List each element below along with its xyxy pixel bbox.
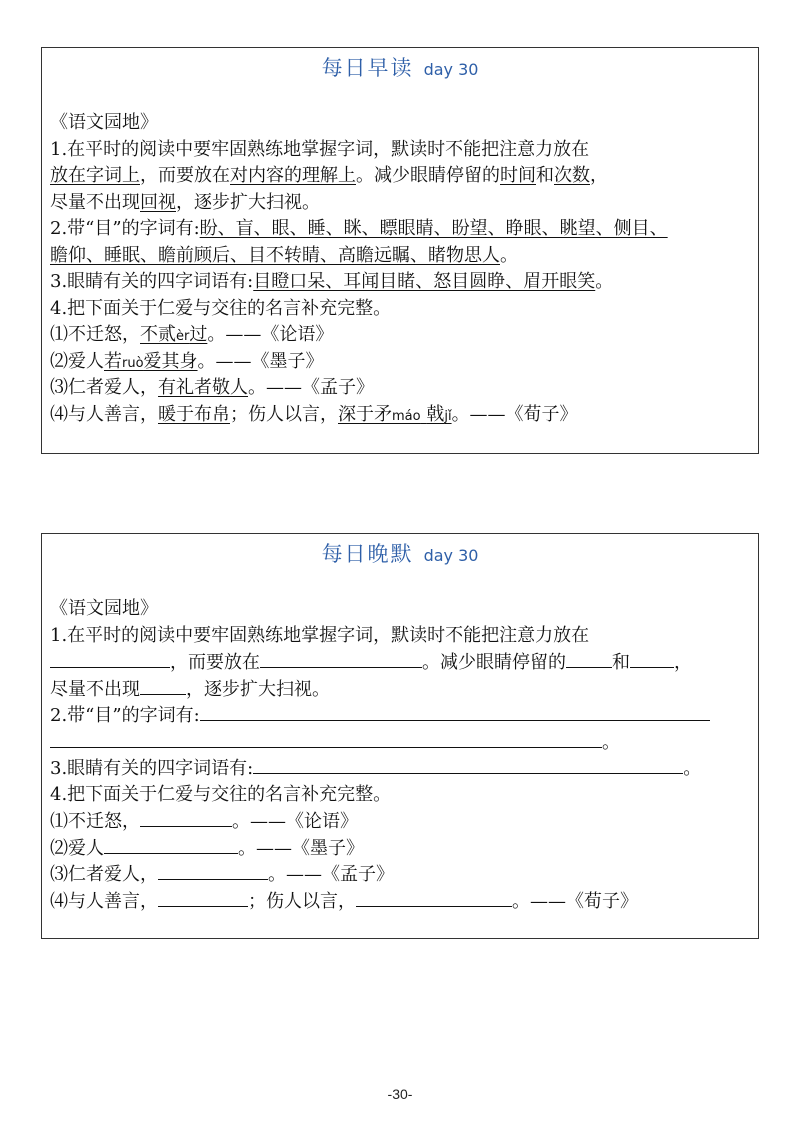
morning-q2-end: 。 [500,244,518,266]
morning-q1-text: 尽量不出现 [50,191,140,213]
blank-field[interactable] [566,649,612,668]
quote-answer-text: 戟 [426,403,445,425]
morning-section-heading: 《语文园地》 [50,112,158,133]
quote-source: 。——《荀子》 [512,890,638,912]
morning-quote-1 [50,322,750,349]
quote-source: 。——《孟子》 [248,377,374,398]
blank-field[interactable] [104,835,238,854]
morning-q2-answer-a: 盼、盲、眼、睡、眯、瞟眼睛、盼望、睁眼、眺望、侧目、 [199,218,668,239]
blank-field[interactable] [260,649,422,668]
morning-q1-answer1: 放在字词上 [50,165,140,186]
evening-q2-prompt: 2.带“目”的字词有: [50,705,200,726]
quote-middle: ；伤人以言， [248,890,356,912]
evening-q2-line2 [50,729,750,756]
quote-source: 。——《墨子》 [197,350,324,372]
quote-answer [104,351,198,372]
morning-quote-2 [50,349,750,376]
evening-q1-line3 [50,676,750,703]
quote-answer-text: 爱其身 [143,350,198,372]
evening-q1-line1: 1.在平时的阅读中要牢固熟练地掌握字词，默读时不能把注意力放在 [50,624,590,646]
morning-q1-answer2: 对内容的理解上 [230,165,356,186]
morning-q2-answer-b: 瞻仰、睡眠、瞻前顾后、目不转睛、高瞻远瞩、睹物思人 [50,244,500,266]
evening-q2-end: 。 [602,731,620,753]
quote-prefix: ⑶仁者爱人， [50,864,158,885]
morning-q1-text: ， [590,165,608,186]
pinyin-annotation: ruò [122,355,144,371]
morning-title-text: 每日早读 [321,56,414,80]
evening-q1-text: 尽量不出现 [50,678,140,700]
quote-source: 。——《荀子》 [451,403,578,425]
blank-field[interactable] [158,888,248,907]
evening-q1-text: 和 [612,652,630,673]
morning-q3-prompt: 3.眼睛有关的四字词语有: [50,271,254,292]
quote-answer-text: 深于矛 [338,403,392,425]
quote-middle: ；伤人以言， [230,403,338,425]
morning-q1-text: 。减少眼睛停留的 [356,165,500,186]
evening-quote-3 [50,861,750,888]
quote-answer [338,404,452,425]
evening-q3-prompt: 3.眼睛有关的四字词语有: [50,758,254,779]
quote-answer-text: 过 [189,324,208,345]
morning-q3-answer: 目瞪口呆、耳闻目睹、怒目圆睁、眉开眼笑 [253,271,596,292]
quote-prefix: ⑴不迁怒， [50,811,140,832]
evening-section-heading: 《语文园地》 [50,598,158,619]
morning-title [50,50,750,86]
morning-q3-end: 。 [595,271,614,292]
quote-answer [140,324,207,345]
evening-q1-text: ，逐步扩大扫视。 [186,678,330,700]
morning-q1-text: ，逐步扩大扫视。 [176,191,320,213]
evening-q2-line1 [50,702,750,729]
evening-quote-2 [50,835,750,862]
blank-field[interactable] [253,755,683,774]
morning-q1-line1: 1.在平时的阅读中要牢固熟练地掌握字词，默读时不能把注意力放在 [50,138,590,160]
evening-title-text: 每日晚默 [321,542,414,566]
quote-answer: 暖于布帛 [158,403,230,425]
quote-source: 。——《论语》 [207,324,334,345]
quote-source: 。——《墨子》 [238,837,364,859]
evening-q1-text: ，而要放在 [170,652,260,673]
evening-q1-text: 。减少眼睛停留的 [422,652,566,673]
morning-q3-line [50,269,750,296]
quote-prefix: ⑶仁者爱人， [50,377,158,398]
morning-day-label: day 30 [423,60,479,79]
blank-field[interactable] [140,808,232,827]
evening-title [50,536,750,572]
blank-field[interactable] [158,861,268,880]
quote-prefix: ⑴不迁怒， [50,324,140,345]
quote-source: 。——《论语》 [232,811,358,832]
blank-field[interactable] [630,649,674,668]
morning-reading-card [41,47,759,454]
quote-source: 。——《孟子》 [268,864,394,885]
pinyin-annotation: máo [392,408,421,424]
evening-q4-heading: 4.把下面关于仁爱与交往的名言补充完整。 [50,783,392,805]
morning-q2-prompt: 2.带“目”的字词有: [50,218,200,239]
quote-prefix: ⑷与人善言， [50,403,158,425]
evening-quote-4 [50,888,750,915]
morning-q1-answer3: 时间 [500,165,536,186]
evening-dictation-card [41,533,759,939]
evening-q1-text: ， [674,652,692,673]
morning-quote-4 [50,402,750,429]
quote-prefix: ⑷与人善言， [50,890,158,912]
evening-q3-line [50,755,750,782]
evening-q3-end: 。 [683,758,702,779]
morning-q2-line2 [50,243,750,270]
quote-answer: 有礼者敬人 [158,377,248,398]
morning-q1-text: ，而要放在 [140,165,230,186]
evening-q1-line2 [50,649,750,676]
blank-field[interactable] [200,702,710,721]
page-number: -30- [387,1086,413,1102]
morning-q4-heading: 4.把下面关于仁爱与交往的名言补充完整。 [50,297,392,319]
morning-q1-answer4: 次数 [554,165,590,186]
pinyin-annotation: èr [176,329,190,344]
quote-prefix: ⑵爱人 [50,837,104,859]
morning-q2-line1 [50,216,750,243]
evening-day-label: day 30 [423,546,479,565]
morning-q1-text: 和 [536,165,554,186]
pinyin-annotation: jǐ [444,408,452,424]
blank-field[interactable] [50,649,170,668]
morning-q1-line3 [50,190,750,217]
blank-field[interactable] [50,729,602,748]
blank-field[interactable] [356,888,512,907]
morning-q1-line2 [50,163,750,190]
evening-quote-1 [50,808,750,835]
blank-field[interactable] [140,676,186,695]
morning-quote-3 [50,375,750,402]
quote-answer-text: 不贰 [140,324,176,345]
morning-q1-answer5: 回视 [140,191,176,213]
quote-answer-text: 若 [104,350,122,372]
quote-prefix: ⑵爱人 [50,350,104,372]
